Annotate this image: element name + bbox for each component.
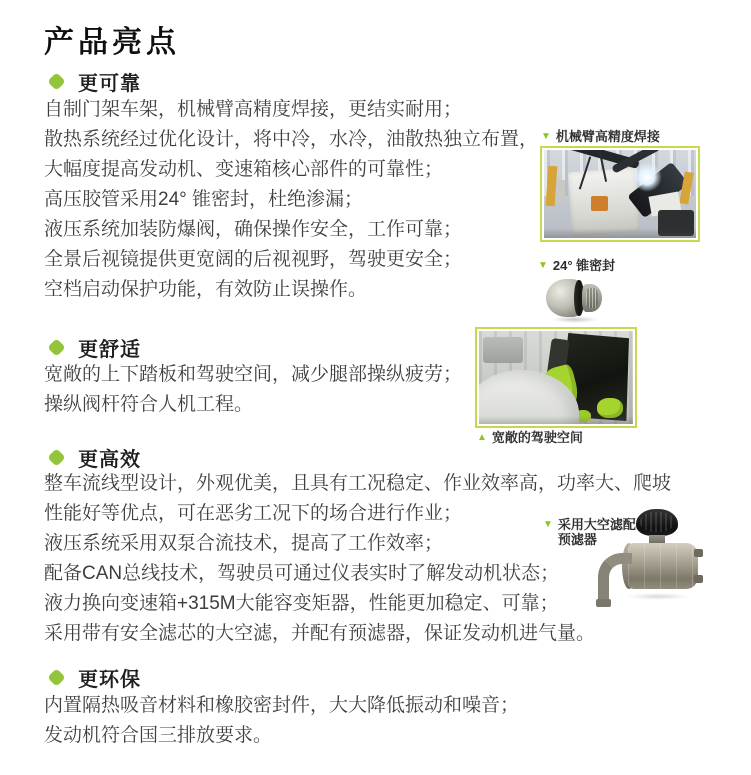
- text-line: 宽敞的上下踏板和驾驶空间，减少腿部操纵疲劳；: [44, 364, 463, 385]
- photo-shape: [546, 166, 558, 207]
- diamond-bullet-icon: [47, 448, 65, 466]
- photo-shape: [596, 599, 611, 607]
- air-filter-photo: [592, 505, 707, 608]
- section-heading-comfortable: [50, 334, 141, 360]
- text-line: 发动机符合国三排放要求。: [44, 725, 273, 746]
- section-body-comfortable: [44, 360, 462, 420]
- section-body-efficient: [44, 469, 671, 649]
- photo-shape: [626, 593, 690, 600]
- section-heading-reliable: [50, 68, 141, 94]
- text-line: 液压系统采用双泵合流技术，提高了工作效率；: [44, 533, 444, 554]
- text-line: 液压系统加装防爆阀，确保操作安全，工作可靠；: [44, 219, 463, 240]
- photo-shape: [544, 228, 696, 238]
- section-body-green: [44, 691, 519, 751]
- text-line: 高压胶管采用24° 锥密封，杜绝渗漏；: [44, 189, 364, 210]
- figure-caption-line: 预滤器: [557, 532, 597, 547]
- figure-caption-seal: [538, 258, 615, 273]
- photo-shape: [694, 549, 703, 557]
- triangle-down-icon: ▼: [543, 519, 553, 530]
- section-heading-label: 更环保: [78, 668, 141, 691]
- text-line: 空档启动保护功能，有效防止误操作。: [44, 279, 368, 300]
- text-line: 采用带有安全滤芯的大空滤，并配有预滤器，保证发动机进气量。: [44, 623, 596, 644]
- text-line: 性能好等优点，可在恶劣工况下的场合进行作业；: [44, 503, 463, 524]
- figure-caption-label: 24° 锥密封: [552, 258, 616, 273]
- text-line: 自制门架车架，机械臂高精度焊接，更结实耐用；: [44, 99, 463, 120]
- text-line: 整车流线型设计，外观优美，且具有工况稳定、作业效率高，功率大、爬坡: [44, 473, 672, 494]
- triangle-down-icon: ▼: [541, 131, 551, 142]
- triangle-up-icon: ▲: [477, 432, 487, 443]
- photo-shape: [597, 398, 623, 418]
- section-body-reliable: [44, 95, 538, 305]
- photo-shape: [628, 543, 698, 589]
- photo-shape: [632, 162, 662, 192]
- text-line: 大幅度提高发动机、变速箱核心部件的可靠性；: [44, 159, 444, 180]
- photo-shape: [640, 512, 674, 532]
- cone-seal-photo: [544, 274, 608, 324]
- text-line: 操纵阀杆符合人机工程。: [44, 394, 254, 415]
- text-line: 液力换向变速箱+315M大能容变矩器，性能更加稳定、可靠；: [44, 593, 559, 614]
- photo-shape: [694, 575, 703, 583]
- diamond-bullet-icon: [47, 72, 65, 90]
- photo-shape: [591, 196, 608, 211]
- text-line: 散热系统经过优化设计，将中冷，水冷，油散热独立布置，: [44, 129, 539, 150]
- section-heading-label: 更舒适: [78, 338, 141, 361]
- section-heading-label: 更高效: [78, 448, 141, 471]
- photo-shape: [558, 180, 565, 202]
- text-line: 全景后视镜提供更宽阔的后视视野，驾驶更安全；: [44, 249, 463, 270]
- section-heading-efficient: [50, 444, 141, 470]
- figure-cab-image: [475, 327, 637, 428]
- photo-shape: [479, 416, 633, 424]
- triangle-down-icon: ▼: [538, 260, 548, 271]
- diamond-bullet-icon: [47, 668, 65, 686]
- cab-photo: [479, 331, 633, 424]
- figure-welding-image: [540, 146, 700, 242]
- section-heading-green: [50, 664, 141, 690]
- diamond-bullet-icon: [47, 338, 65, 356]
- text-line: 配备CAN总线技术，驾驶员可通过仪表实时了解发动机状态；: [44, 563, 560, 584]
- text-line: 内置隔热吸音材料和橡胶密封件，大大降低振动和噪音；: [44, 695, 520, 716]
- figure-caption-welding: [541, 129, 660, 144]
- photo-shape: [552, 316, 598, 323]
- photo-shape: [483, 337, 523, 363]
- welding-robot-photo: [544, 150, 696, 238]
- figure-caption-label: 宽敞的驾驶空间: [491, 430, 583, 445]
- figure-caption-line: 采用大空滤配: [557, 517, 636, 532]
- figure-caption-cab: [477, 430, 583, 445]
- page-title: 产品亮点: [44, 26, 180, 59]
- figure-caption-label: 机械臂高精度焊接: [555, 129, 660, 144]
- section-heading-label: 更可靠: [78, 72, 141, 95]
- photo-shape: [586, 288, 598, 308]
